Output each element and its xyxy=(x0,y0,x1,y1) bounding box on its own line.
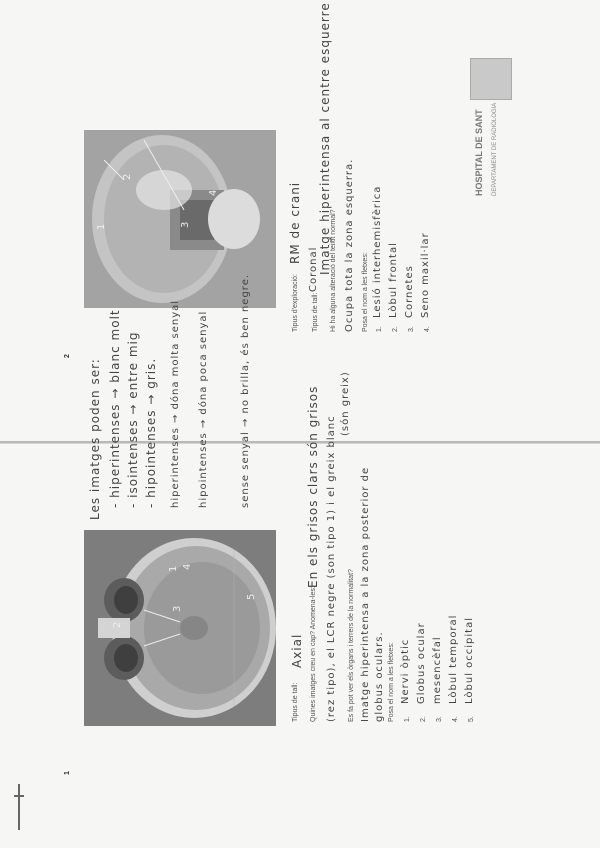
arrow-label: Lòbul frontal xyxy=(388,242,399,318)
exploration-type-label: Tipus d'exploració: xyxy=(292,274,299,332)
notes-line: - hipointenses → gris. xyxy=(144,357,158,508)
axial-arrow-label: 2 xyxy=(112,620,123,628)
coronal-arrow-label: 4 xyxy=(208,188,219,196)
q2-answer: globus oculars. xyxy=(374,631,385,722)
arrow-number: 3. xyxy=(408,326,415,332)
axial-mri-image xyxy=(84,530,276,726)
notes-hyper: hiperintenses → dóna molta senyal xyxy=(170,299,181,508)
notes-hypo: hipointenses → dóna poca senyal xyxy=(198,310,209,508)
page-number-left: 1 xyxy=(64,771,71,775)
notes-title: Les imatges poden ser: xyxy=(88,358,102,520)
exploration-type-value: RM de crani xyxy=(288,181,302,264)
q2-label: Es fa pot ver els òrgans i terrers de la normalitat? xyxy=(348,569,355,722)
arrow-number: 1. xyxy=(376,326,383,332)
arrow-number: 4. xyxy=(424,326,431,332)
alteration-answer: Ocupa tota la zona esquerra. xyxy=(344,158,355,332)
coronal-arrow-label: 2 xyxy=(122,172,133,180)
arrow-label: Seno maxil·lar xyxy=(420,232,431,318)
arrow-number: 2. xyxy=(420,716,427,722)
axial-arrow-label: 3 xyxy=(172,604,183,612)
coronal-arrow-label: 3 xyxy=(180,220,191,228)
cut-type-label: Tipus de tall: xyxy=(312,292,319,332)
arrow-label: Globus ocular xyxy=(416,622,427,704)
margin-mark xyxy=(14,795,24,797)
q1-answer: (són greix) xyxy=(340,371,351,436)
arrow-number: 2. xyxy=(392,326,399,332)
axial-arrow-label: 4 xyxy=(182,562,193,570)
axial-type-label: Tipus de tall: xyxy=(292,682,299,722)
axial-mri-scan xyxy=(84,530,276,726)
arrow-label: mesencèfal xyxy=(432,636,443,704)
arrow-label: Nervi òptic xyxy=(400,638,411,704)
arrow-label: Lòbul temporal xyxy=(448,614,459,704)
arrow-number: 4. xyxy=(452,716,459,722)
logo-subtitle: DEPARTAMENT DE RADIOLOGIA xyxy=(492,102,498,196)
axial-type-value: Axial xyxy=(290,633,304,668)
margin-mark xyxy=(18,784,20,830)
alteration-answer: Imatge hiperintensa al centre esquerre xyxy=(318,2,332,275)
right-arrows-label: Posa el nom a les fletxes: xyxy=(362,252,369,332)
notes-none: sense senyal → no brilla, és ben negre. xyxy=(240,273,251,508)
q1-answer: En els grisos clars són grisos xyxy=(306,385,320,588)
q3-label: Posa el nom a les fletxes: xyxy=(388,642,395,722)
arrow-number: 3. xyxy=(436,716,443,722)
arrow-label: Lòbul occipital xyxy=(464,616,475,704)
q1-label: Quines imatges creu en cap? Anomena-les: xyxy=(310,586,317,722)
coronal-arrow-label: 1 xyxy=(96,222,107,230)
q1-answer: (rez tipo), el LCR negre (son tipo 1) i el greix blanc xyxy=(326,415,337,722)
arrow-label: Cornetes xyxy=(404,265,415,318)
hospital-logo xyxy=(470,58,512,100)
page-number-right: 2 xyxy=(64,354,71,358)
cut-type-value: Coronal xyxy=(308,246,319,292)
notes-line: - hiperintenses → blanc molt xyxy=(108,309,122,508)
arrow-number: 5. xyxy=(468,716,475,722)
notes-line: - isointenses → entre mig xyxy=(126,331,140,508)
arrow-label: Lesió interhemisfèrica xyxy=(372,185,383,318)
axial-arrow-label: 1 xyxy=(168,564,179,572)
q2-answer: Imatge hiperintensa a la zona posterior de xyxy=(360,466,371,722)
axial-arrow-label: 5 xyxy=(246,592,257,600)
logo-title: HOSPITAL DE SANT xyxy=(474,109,484,196)
alteration-question: Hi ha alguna alteració del teixit normal? xyxy=(330,209,337,332)
arrow-number: 1. xyxy=(404,716,411,722)
